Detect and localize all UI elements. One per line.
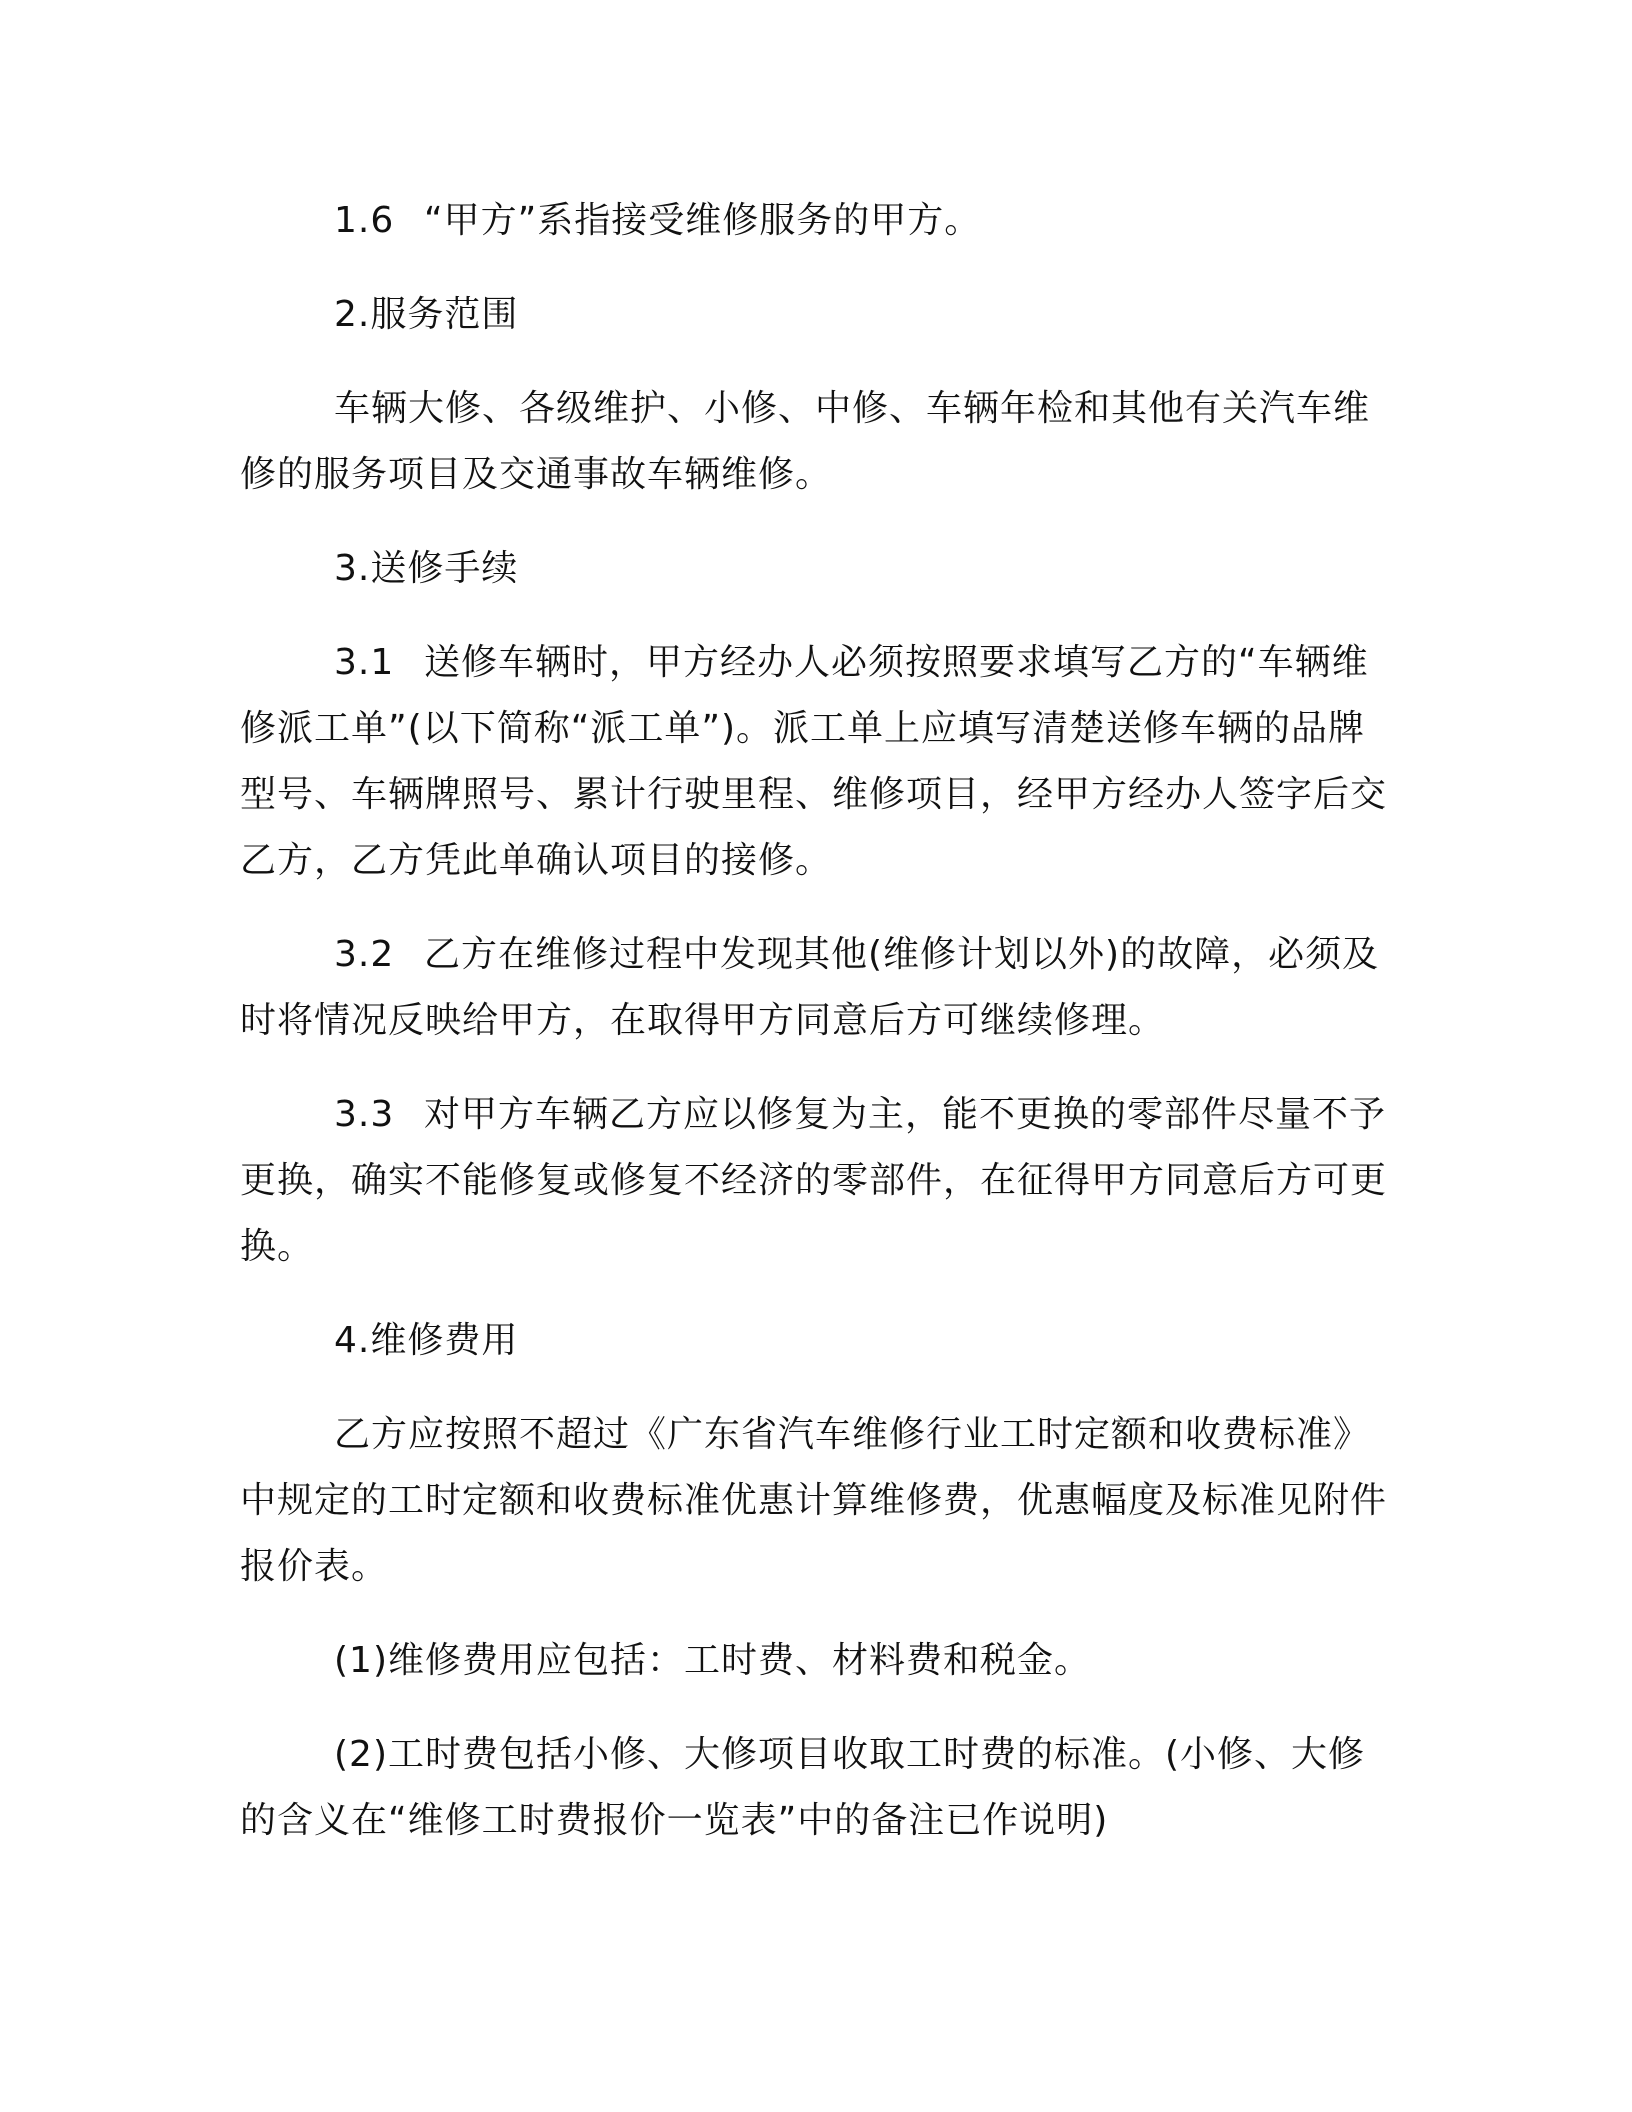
- clause-number: 1.6: [334, 200, 395, 241]
- paragraph-text: (1)维修费用应包括：工时费、材料费和税金。: [334, 1640, 1091, 1681]
- clause-text: 送修车辆时，甲方经办人必须按照要求填写乙方的“车辆维修派工单”(以下简称“派工单”)。派工单上应填写清楚送修车辆的品牌型号、车辆牌照号、累计行驶里程、维修项目，经甲方经办人签字后交乙方，乙方凭此单确认项目的接修。: [240, 642, 1388, 881]
- section-heading-text: 4.维修费用: [334, 1320, 519, 1361]
- clause-text: 对甲方车辆乙方应以修复为主，能不更换的零部件尽量不予更换，确实不能修复或修复不经济的零部件，在征得甲方同意后方可更换。: [240, 1094, 1388, 1267]
- section-heading-text: 2.服务范围: [334, 294, 519, 335]
- paragraph-text: (2)工时费包括小修、大修项目收取工时费的标准。(小修、大修的含义在“维修工时费报价一览表”中的备注已作说明): [240, 1734, 1366, 1841]
- document-body: [240, 188, 1390, 1882]
- section-heading-text: 3.送修手续: [334, 548, 519, 589]
- clause-3-2: [240, 922, 1390, 1054]
- service-scope-paragraph: [240, 376, 1390, 508]
- fee-item-1: [240, 1628, 1390, 1694]
- clause-3-1: [240, 630, 1390, 894]
- section-heading-4: [240, 1308, 1390, 1374]
- fee-standard-paragraph: [240, 1402, 1390, 1600]
- clause-1-6: [240, 188, 1390, 254]
- fee-item-2: [240, 1722, 1390, 1854]
- clause-text: 乙方在维修过程中发现其他(维修计划以外)的故障，必须及时将情况反映给甲方，在取得甲方同意后方可继续修理。: [240, 934, 1380, 1041]
- paragraph-text: 乙方应按照不超过《广东省汽车维修行业工时定额和收费标准》中规定的工时定额和收费标准优惠计算维修费，优惠幅度及标准见附件报价表。: [240, 1414, 1388, 1587]
- paragraph-text: 车辆大修、各级维护、小修、中修、车辆年检和其他有关汽车维修的服务项目及交通事故车辆维修。: [240, 388, 1371, 495]
- section-heading-3: [240, 536, 1390, 602]
- clause-number: 3.1: [334, 642, 395, 683]
- clause-text: “甲方”系指接受维修服务的甲方。: [424, 200, 982, 241]
- clause-number: 3.3: [334, 1094, 395, 1135]
- section-heading-2: [240, 282, 1390, 348]
- clause-3-3: [240, 1082, 1390, 1280]
- clause-number: 3.2: [334, 934, 395, 975]
